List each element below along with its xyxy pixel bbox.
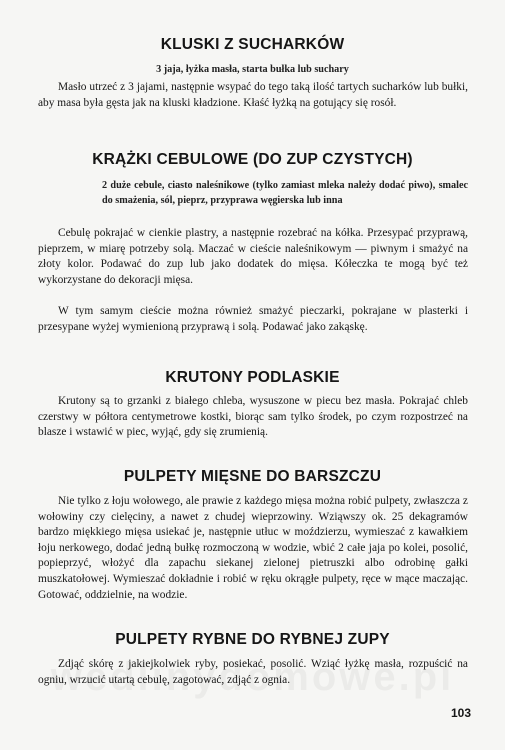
paragraph-krutony-1: Krutony są to grzanki z białego chleba, wysuszone w piecu bez masła. Pokrajać chleb czerstwy w półtora centymetrowe kostki, biorąc sam tylko środek, po czym rozpostrzeć na blasze i wstawić w piec, wyjąć, gdy się zrumienią.	[38, 395, 468, 439]
paragraph-kluski-1: Masło utrzeć z 3 jajami, następnie wsypać do tego taką ilość tartych sucharków lub bułki, aby masa była gęsta jak na kluski kładzione. Kłaść łyżką na gotujący się rosół.	[38, 81, 468, 109]
ingredients-krazki: 2 duże cebule, ciasto naleśnikowe (tylko zamiast mleka należy dodać piwo), smalec do smażenia, sól, pieprz, przyprawa węgierska lub inna	[102, 180, 468, 206]
section-title-pulpety-miesne: PULPETY MIĘSNE DO BARSZCZU	[123, 468, 382, 485]
page-number: 103	[450, 706, 471, 720]
paragraph-pulpety-miesne-1: Nie tylko z łoju wołowego, ale prawie z każdego mięsa można robić pulpety, zwłaszcza z wołowiny czy cielęciny, a nawet z chudej wieprzowiny. Wziąwszy ok. 25 dekagramów bardzo miękkiego mięsa usiekać je, następnie utłuc w moździerzu, wymieszać z kawałkiem łoju nerkowego, dodać jedną bułkę rozmoczoną w wodzie, wbić 2 całe jaja po kolei, posolić, popieprzyć, włożyć dla zapachu siekanej zielonej pietruszki albo odrobinę gałki muszkatołowej. Wymieszać dokładnie i robić w ręku okrągłe pulpety, ręce w mące maczając. Gotować, oddzielnie, na wodzie.	[38, 495, 468, 601]
paragraph-pulpety-rybne-1: Zdjąć skórę z jakiejkolwiek ryby, posiekać, posolić. Wziąć łyżkę masła, rozpuścić na ogniu, wrzucić utartą cebulę, zagotować, zdjąć z ognia.	[38, 658, 468, 686]
paragraph-krazki-2: W tym samym cieście można również smażyć pieczarki, pokrajane w plasterki i przesypane wyżej wymienioną przyprawą i solą. Podawać jako zakąskę.	[38, 305, 468, 333]
section-title-krazki: KRĄŻKI CEBULOWE (DO ZUP CZYSTYCH)	[92, 151, 413, 168]
paragraph-krazki-1: Cebulę pokrajać w cienkie plastry, a następnie rozebrać na kółka. Przesypać przyprawą, pieprzem, w miarę potrzeby solą. Maczać w cieście naleśnikowym — piwnym i smażyć na złoty kolor. Podawać do zup lub jako dodatek do mięsa. Kółeczka te mogą być też wykorzystane do dekoracji mięsa.	[38, 227, 468, 286]
ingredients-kluski: 3 jaja, łyżka masła, starta bułka lub suchary	[156, 64, 349, 75]
section-title-kluski: KLUSKI Z SUCHARKÓW	[160, 36, 345, 53]
section-title-krutony: KRUTONY PODLASKIE	[165, 369, 340, 386]
section-title-pulpety-rybne: PULPETY RYBNE DO RYBNEJ ZUPY	[115, 631, 390, 648]
